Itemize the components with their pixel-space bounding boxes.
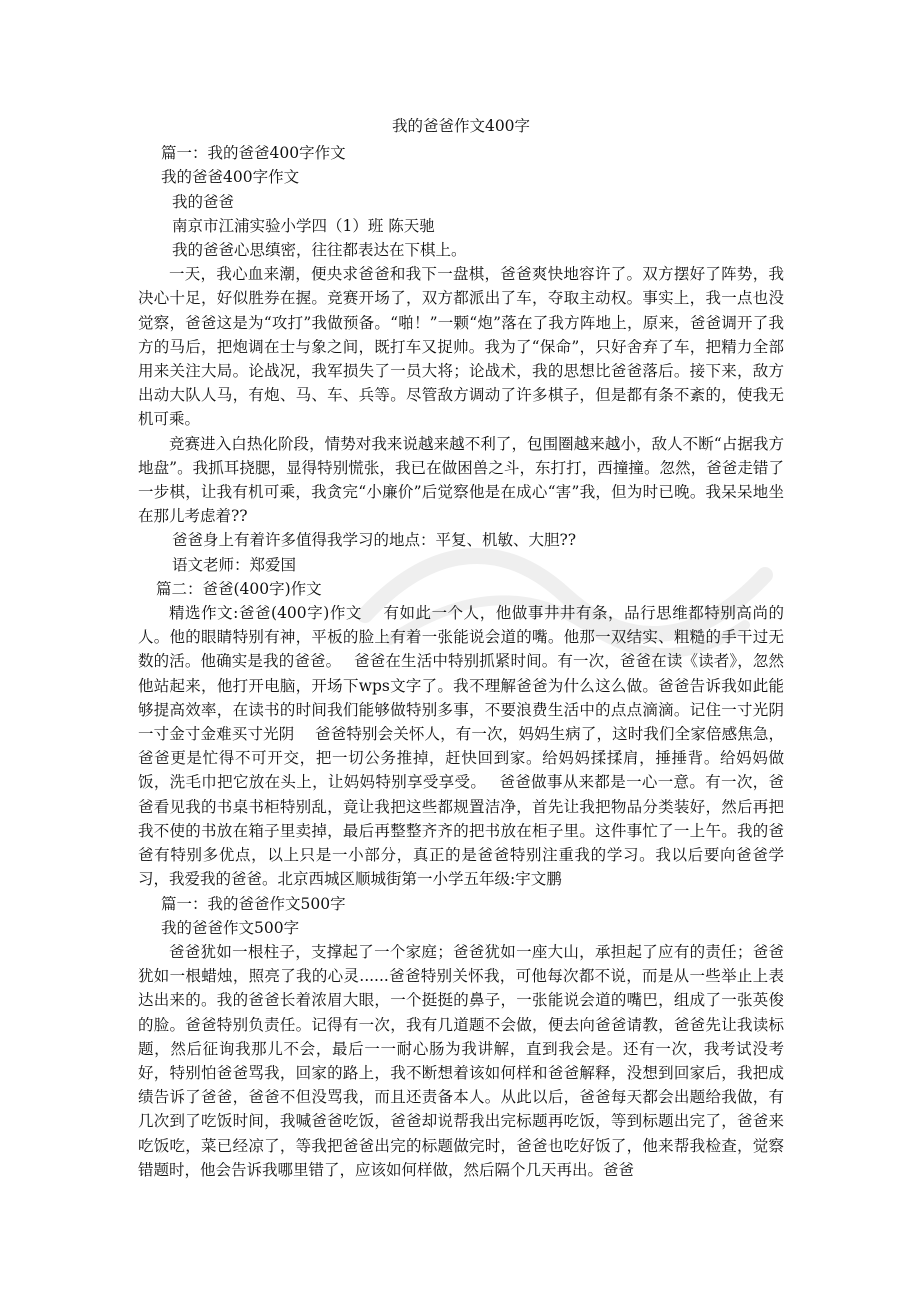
article-title: 我的爸爸 [172, 192, 235, 211]
section1-paragraph-2: 一天，我心血来潮，便央求爸爸和我下一盘棋，爸爸爽快地容许了。双方摆好了阵势，我决心十足，好似胜券在握。竞赛开场了，双方都派出了车，夺取主动权。事实上，我一点也没觉察，爸爸这是为“攻打”我做预备。“啪！”一颗“炮”落在了我方阵地上，原来，爸爸调开了我方的马后，把炮调在士与象之间，既打车又捉帅。我为了“保命”，只好舍弃了车，把精力全部用来关注大局。论战况，我军损失了一员大将；论战术，我的思想比爸爸落后。接下来，敌方出动大队人马，有炮、马、车、兵等。尽管敌方调动了许多棋子，但是都有条不紊的，使我无机可乘。 [138, 265, 784, 429]
document-title: 我的爸爸作文400字 [391, 117, 531, 135]
section2-heading: 篇二：爸爸(400字)作文 [156, 579, 322, 598]
author-line: 南京市江浦实验小学四（1）班 陈天驰 [172, 216, 435, 235]
section1-paragraph-4: 爸爸身上有着许多值得我学习的地点：平复、机敏、大胆?? [172, 531, 577, 550]
section1-subtitle: 我的爸爸400字作文 [161, 168, 300, 187]
document-body [138, 114, 784, 1182]
section1-paragraph-3: 竞赛进入白热化阶段，情势对我来说越来越不利了，包围圈越来越小，敌人不断“占据我方地盘”。我抓耳挠腮，显得特别慌张，我已在做困兽之斗，东打打，西撞撞。忽然，爸爸走错了一步棋，让我有机可乘，我贪完“小廉价”后觉察他是在成心“害”我，但为时已晚。我呆呆地坐在那儿考虑着?? [138, 434, 784, 526]
section1-paragraph-1: 我的爸爸心思缜密，往往都表达在下棋上。 [172, 241, 467, 260]
section3-paragraph-1: 爸爸犹如一根柱子，支撑起了一个家庭；爸爸犹如一座大山，承担起了应有的责任；爸爸犹如一根蜡烛，照亮了我的心灵......爸爸特别关怀我，可他每次都不说，而是从一些举止上表达出来的。我的爸爸长着浓眉大眼，一个挺挺的鼻子，一张能说会道的嘴巴，组成了一张英俊的脸。爸爸特别负责任。记得有一次，我有几道题不会做，便去向爸爸请教，爸爸先让我读标题，然后征询我那儿不会，最后一一耐心肠为我讲解，直到我会是。还有一次，我考试没考好，特别怕爸爸骂我，回家的路上，我不断想着该如何样和爸爸解释，没想到回家后，我把成绩告诉了爸爸，爸爸不但没骂我，而且还责备本人。从此以后，爸爸每天都会出题给我做，有几次到了吃饭时间，我喊爸爸吃饭，爸爸却说帮我出完标题再吃饭，等到标题出完了，爸爸来吃饭吃，菜已经凉了，等我把爸爸出完的标题做完时，爸爸也吃好饭了，他来帮我检查，觉察错题时，他会告诉我哪里错了，应该如何样做，然后隔个几天再出。爸爸 [138, 942, 784, 1179]
teacher-line: 语文老师：郑爱国 [172, 555, 297, 574]
section3-subtitle: 我的爸爸作文500字 [161, 918, 300, 937]
section3-heading: 篇一：我的爸爸作文500字 [161, 894, 346, 913]
section1-heading: 篇一：我的爸爸400字作文 [161, 144, 346, 163]
section2-paragraph-1: 精选作文:爸爸(400字)作文 有如此一个人，他做事井井有条，品行思维都特别高尚的人。他的眼睛特别有神，平板的脸上有着一张能说会道的嘴。他那一双结实、粗糙的手干过无数的活。他确实是我的爸爸。 爸爸在生活中特别抓紧时间。有一次，爸爸在读《读者》，忽然他站起来，他打开电脑，开场下wps文字了。我不理解爸爸为什么这么做。爸爸告诉我如此能够提高效率，在读书的时间我们能够做特别多事，不要浪费生活中的点点滴滴。记住一寸光阴一寸金寸金难买寸光阴 爸爸特别会关怀人，有一次，妈妈生病了，这时我们全家倍感焦急，爸爸更是忙得不可开交，把一切公务推掉，赶快回到家。给妈妈揉揉肩，捶捶背。给妈妈做饭，洗毛巾把它放在头上，让妈妈特别享受享受。 爸爸做事从来都是一心一意。有一次，爸爸看见我的书桌书柜特别乱，竟让我把这些都规置洁净，首先让我把物品分类装好，然后再把我不使的书放在箱子里卖掉，最后再整整齐齐的把书放在柜子里。这件事忙了一上午。我的爸爸有特别多优点，以上只是一小部分，真正的是爸爸特别注重我的学习。我以后要向爸爸学习，我爱我的爸爸。北京西城区顺城街第一小学五年级:宇文鹏 [138, 604, 784, 889]
